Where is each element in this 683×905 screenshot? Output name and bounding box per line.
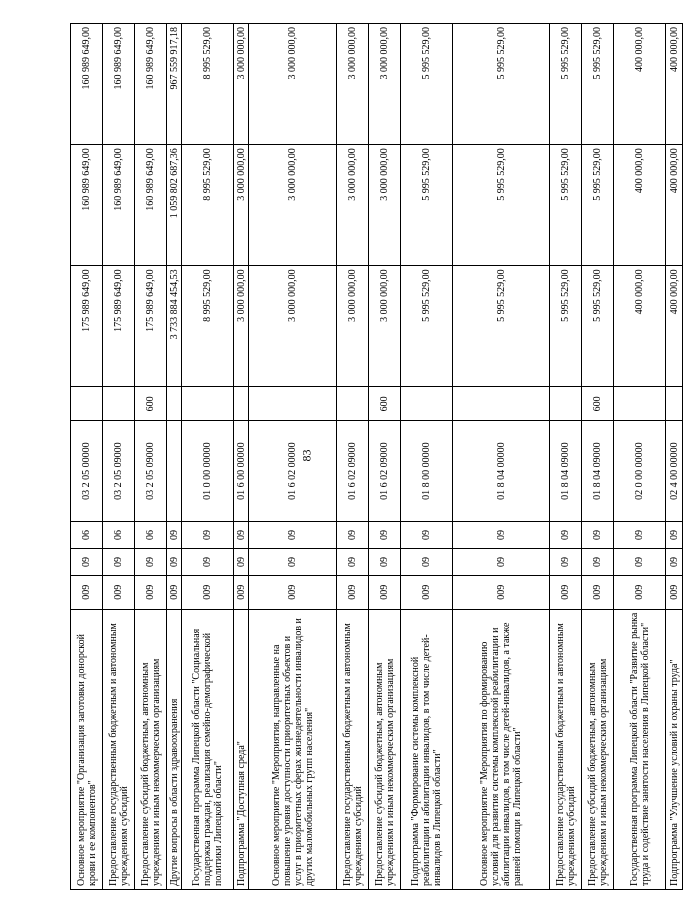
target-article-cell: 01 8 04 00000 — [453, 421, 550, 522]
amount-cell: 3 000 000,00 — [249, 24, 337, 145]
section-code-cell: 09 — [234, 549, 249, 576]
target-article-cell: 01 8 00 00000 — [401, 421, 453, 522]
section-code-cell: 09 — [582, 549, 614, 576]
table-row — [401, 24, 453, 890]
subsection-code-cell: 09 — [453, 522, 550, 549]
amount-cell: 5 995 529,00 — [401, 145, 453, 266]
amount-cell: 3 000 000,00 — [369, 266, 401, 387]
section-code-cell: 09 — [182, 549, 234, 576]
amount-cell: 400 000,00 — [614, 266, 666, 387]
expense-type-cell: 600 — [135, 387, 167, 421]
row-name-cell: Предоставление государственным бюджетным и автономным учреждениям субсидий — [550, 609, 582, 889]
table-row — [167, 24, 182, 890]
target-article-cell: 03 2 05 00000 — [71, 421, 103, 522]
ministry-code-cell: 009 — [71, 575, 103, 609]
amount-cell: 5 995 529,00 — [550, 266, 582, 387]
amount-cell: 400 000,00 — [614, 24, 666, 145]
ministry-code-cell: 009 — [135, 575, 167, 609]
ministry-code-cell: 009 — [453, 575, 550, 609]
expense-type-cell — [71, 387, 103, 421]
expense-type-cell — [249, 387, 337, 421]
subsection-code-cell: 09 — [337, 522, 369, 549]
expense-type-cell — [337, 387, 369, 421]
subsection-code-cell: 09 — [614, 522, 666, 549]
table-row — [182, 24, 234, 890]
amount-cell: 3 000 000,00 — [234, 145, 249, 266]
row-name-cell: Предоставление государственным бюджетным и автономным учреждениям субсидий — [103, 609, 135, 889]
row-name-cell: Предоставление государственным бюджетным и автономным учреждениям субсидий — [337, 609, 369, 889]
amount-cell: 5 995 529,00 — [401, 266, 453, 387]
subsection-code-cell: 09 — [369, 522, 401, 549]
table-row — [453, 24, 550, 890]
ministry-code-cell: 009 — [666, 575, 683, 609]
amount-cell: 160 989 649,00 — [71, 145, 103, 266]
expense-type-cell — [103, 387, 135, 421]
ministry-code-cell: 009 — [167, 575, 182, 609]
amount-cell: 400 000,00 — [614, 145, 666, 266]
amount-cell: 160 989 649,00 — [71, 24, 103, 145]
expense-type-cell — [182, 387, 234, 421]
amount-cell: 175 989 649,00 — [103, 266, 135, 387]
amount-cell: 3 000 000,00 — [234, 266, 249, 387]
row-name-cell: Подпрограмма "Формирование системы комплексной реабилитации и абилитации инвалидов, в том числе детей-инвалидов в Липецкой области" — [401, 609, 453, 889]
amount-cell: 400 000,00 — [666, 145, 683, 266]
row-name-cell: Основное мероприятие "Мероприятия, направленные на повышение уровня доступности приоритетных объектов и услуг в приоритетных сферах жизнедеятельности инвалидов и других маломобильных групп населения" — [249, 609, 337, 889]
amount-cell: 5 995 529,00 — [582, 24, 614, 145]
subsection-code-cell: 09 — [249, 522, 337, 549]
row-name-cell: Предоставление субсидий бюджетным, автономным учреждениям и иным некоммерческим организациям — [135, 609, 167, 889]
section-code-cell: 09 — [249, 549, 337, 576]
amount-cell: 8 995 529,00 — [182, 266, 234, 387]
ministry-code-cell: 009 — [182, 575, 234, 609]
ministry-code-cell: 009 — [337, 575, 369, 609]
row-name-cell: Предоставление субсидий бюджетным, автономным учреждениям и иным некоммерческим организациям — [582, 609, 614, 889]
target-article-cell: 01 6 00 00000 — [234, 421, 249, 522]
expense-type-cell — [234, 387, 249, 421]
ministry-code-cell: 009 — [401, 575, 453, 609]
section-code-cell: 09 — [369, 549, 401, 576]
expense-type-cell: 600 — [369, 387, 401, 421]
target-article-cell: 01 6 02 00000 — [249, 421, 337, 522]
budget-table-container — [70, 22, 680, 890]
amount-cell: 5 995 529,00 — [453, 24, 550, 145]
subsection-code-cell: 06 — [103, 522, 135, 549]
table-row — [666, 24, 683, 890]
expense-type-cell — [401, 387, 453, 421]
amount-cell: 5 995 529,00 — [550, 145, 582, 266]
subsection-code-cell: 09 — [582, 522, 614, 549]
ministry-code-cell: 009 — [550, 575, 582, 609]
section-code-cell: 09 — [103, 549, 135, 576]
target-article-cell: 02 4 00 00000 — [666, 421, 683, 522]
row-name-cell: Основное мероприятие "Организация заготовки донорской крови и ее компонентов" — [71, 609, 103, 889]
amount-cell: 1 059 802 687,36 — [167, 145, 182, 266]
table-row — [369, 24, 401, 890]
row-name-cell: Предоставление субсидий бюджетным, автономным учреждениям и иным некоммерческим организациям — [369, 609, 401, 889]
section-code-cell: 09 — [135, 549, 167, 576]
table-row — [71, 24, 103, 890]
row-name-cell: Другие вопросы в области здравоохранения — [167, 609, 182, 889]
amount-cell: 3 733 884 454,53 — [167, 266, 182, 387]
amount-cell: 967 559 917,18 — [167, 24, 182, 145]
ministry-code-cell: 009 — [369, 575, 401, 609]
target-article-cell: 03 2 05 09000 — [103, 421, 135, 522]
amount-cell: 400 000,00 — [666, 24, 683, 145]
section-code-cell: 09 — [401, 549, 453, 576]
amount-cell: 5 995 529,00 — [582, 145, 614, 266]
subsection-code-cell: 06 — [71, 522, 103, 549]
row-name-cell: Подпрограмма "Доступная среда" — [234, 609, 249, 889]
amount-cell: 5 995 529,00 — [582, 266, 614, 387]
amount-cell: 5 995 529,00 — [550, 24, 582, 145]
subsection-code-cell: 09 — [666, 522, 683, 549]
section-code-cell: 09 — [71, 549, 103, 576]
amount-cell: 160 989 649,00 — [135, 24, 167, 145]
page-number: 83 — [299, 449, 314, 462]
amount-cell: 3 000 000,00 — [249, 266, 337, 387]
expense-type-cell — [453, 387, 550, 421]
section-code-cell: 09 — [614, 549, 666, 576]
amount-cell: 175 989 649,00 — [135, 266, 167, 387]
subsection-code-cell: 09 — [167, 522, 182, 549]
subsection-code-cell: 09 — [401, 522, 453, 549]
expense-type-cell: 600 — [582, 387, 614, 421]
amount-cell: 5 995 529,00 — [453, 145, 550, 266]
ministry-code-cell: 009 — [234, 575, 249, 609]
amount-cell: 3 000 000,00 — [337, 266, 369, 387]
target-article-cell — [167, 421, 182, 522]
amount-cell: 160 989 649,00 — [103, 145, 135, 266]
amount-cell: 160 989 649,00 — [103, 24, 135, 145]
expense-type-cell — [666, 387, 683, 421]
amount-cell: 8 995 529,00 — [182, 24, 234, 145]
section-code-cell: 09 — [666, 549, 683, 576]
subsection-code-cell: 09 — [182, 522, 234, 549]
subsection-code-cell: 06 — [135, 522, 167, 549]
amount-cell: 3 000 000,00 — [249, 145, 337, 266]
table-row — [550, 24, 582, 890]
section-code-cell: 09 — [167, 549, 182, 576]
section-code-cell: 09 — [453, 549, 550, 576]
amount-cell: 3 000 000,00 — [369, 145, 401, 266]
section-code-cell: 09 — [337, 549, 369, 576]
ministry-code-cell: 009 — [103, 575, 135, 609]
target-article-cell: 01 8 04 09000 — [582, 421, 614, 522]
target-article-cell: 03 2 05 09000 — [135, 421, 167, 522]
row-name-cell: Подпрограмма "Улучшение условий и охраны труда" — [666, 609, 683, 889]
row-name-cell: Государственная программа Липецкой области "Социальная поддержка граждан, реализация семейно-демографической политики Липецкой области" — [182, 609, 234, 889]
expense-type-cell — [167, 387, 182, 421]
ministry-code-cell: 009 — [614, 575, 666, 609]
amount-cell: 400 000,00 — [666, 266, 683, 387]
target-article-cell: 01 8 04 09000 — [550, 421, 582, 522]
expense-type-cell — [614, 387, 666, 421]
table-row — [249, 24, 337, 890]
amount-cell: 175 989 649,00 — [71, 266, 103, 387]
ministry-code-cell: 009 — [249, 575, 337, 609]
table-row — [135, 24, 167, 890]
ministry-code-cell: 009 — [582, 575, 614, 609]
section-code-cell: 09 — [550, 549, 582, 576]
amount-cell: 5 995 529,00 — [453, 266, 550, 387]
table-row — [234, 24, 249, 890]
amount-cell: 3 000 000,00 — [337, 145, 369, 266]
row-name-cell: Основное мероприятие "Мероприятия по формированию условий для развития системы комплексной реабилитации и абилитации инвалидов, в том числе детей-инвалидов, а также ранней помощи в Липецкой области" — [453, 609, 550, 889]
target-article-cell: 01 6 02 09000 — [337, 421, 369, 522]
target-article-cell: 01 6 02 09000 — [369, 421, 401, 522]
table-row — [614, 24, 666, 890]
subsection-code-cell: 09 — [550, 522, 582, 549]
subsection-code-cell: 09 — [234, 522, 249, 549]
row-name-cell: Государственная программа Липецкой области "Развитие рынка труда и содействие занятости населения в Липецкой области" — [614, 609, 666, 889]
target-article-cell: 02 0 00 00000 — [614, 421, 666, 522]
target-article-cell: 01 0 00 00000 — [182, 421, 234, 522]
amount-cell: 160 989 649,00 — [135, 145, 167, 266]
table-row — [337, 24, 369, 890]
amount-cell: 3 000 000,00 — [337, 24, 369, 145]
expense-type-cell — [550, 387, 582, 421]
amount-cell: 3 000 000,00 — [369, 24, 401, 145]
table-row — [582, 24, 614, 890]
amount-cell: 8 995 529,00 — [182, 145, 234, 266]
amount-cell: 5 995 529,00 — [401, 24, 453, 145]
budget-table — [70, 23, 683, 890]
table-row — [103, 24, 135, 890]
amount-cell: 3 000 000,00 — [234, 24, 249, 145]
